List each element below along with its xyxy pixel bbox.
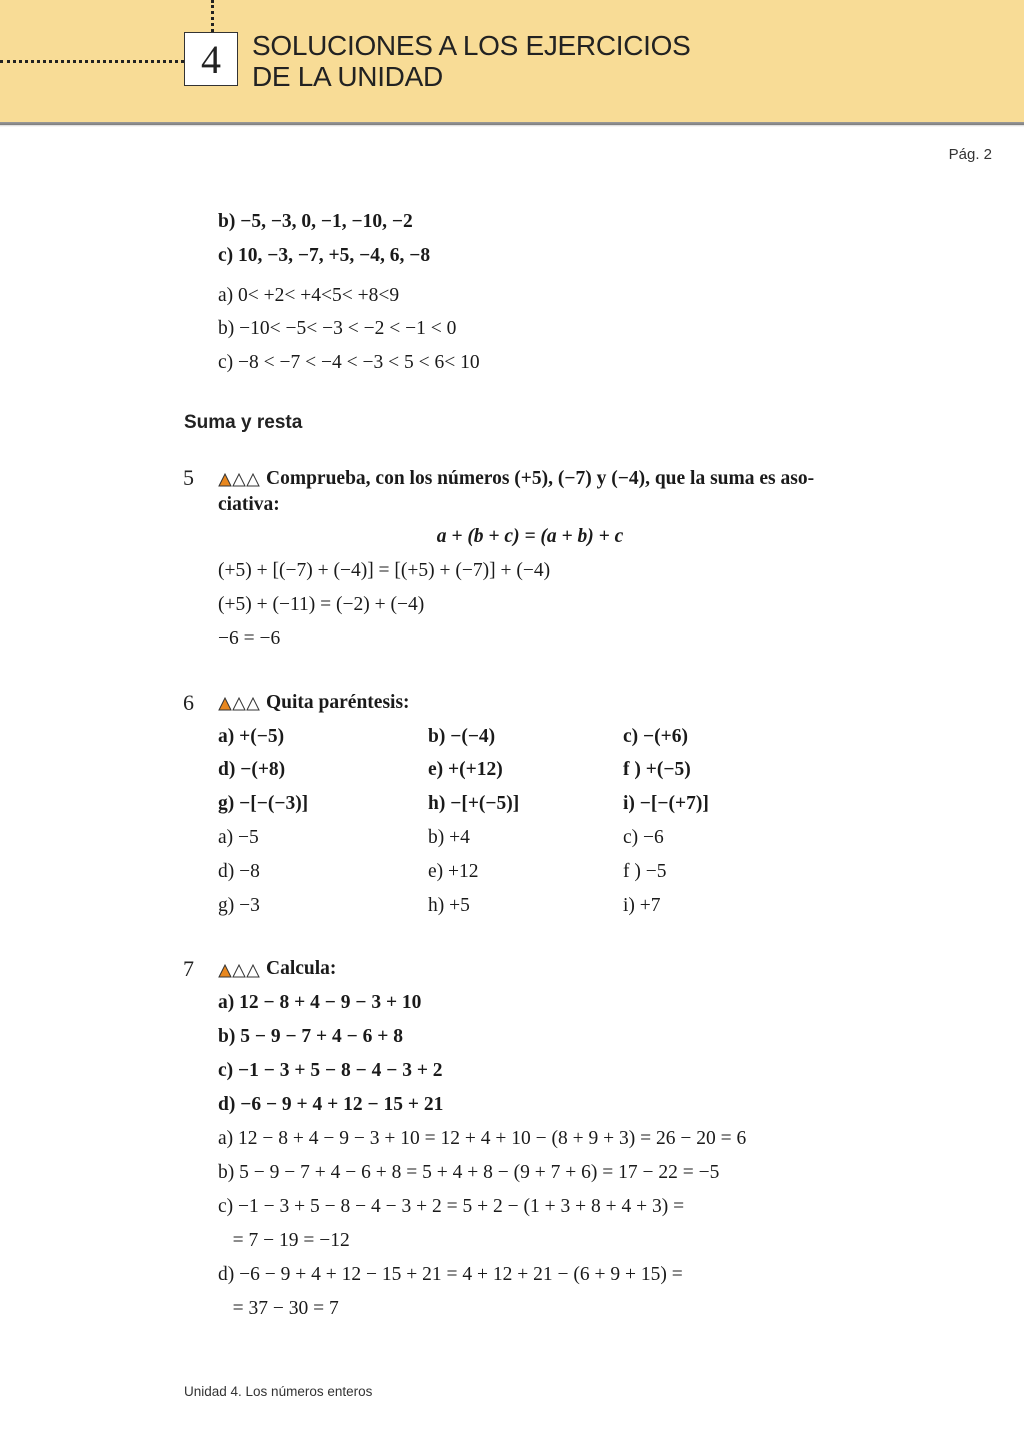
answer-line: d) −6 − 9 + 4 + 12 − 15 + 21 = 4 + 12 + 21 − (6 + 9 + 15) = — [218, 1264, 683, 1285]
solution-step: −6 = −6 — [218, 628, 281, 649]
answer-row — [218, 825, 838, 851]
difficulty-icon — [218, 697, 260, 711]
statement-line: c) 10, −3, −7, +5, −4, 6, −8 — [218, 245, 431, 266]
header-dotted-line-vertical — [211, 0, 214, 32]
page-title — [252, 30, 772, 92]
difficulty-icon — [218, 964, 260, 978]
statement-cell: h) −[+(−5)] — [428, 793, 520, 814]
statement-cell: f ) +(−5) — [623, 759, 691, 780]
answer-line: b) 5 − 9 − 7 + 4 − 6 + 8 = 5 + 4 + 8 − (9 + 7 + 6) = 17 − 22 = −5 — [218, 1162, 720, 1183]
statement-cell: b) −(−4) — [428, 726, 496, 747]
header-shadow — [0, 122, 1024, 127]
statement-cell: i) −[−(+7)] — [623, 793, 709, 814]
answer-cell: b) +4 — [428, 827, 470, 848]
statement-line: c) −1 − 3 + 5 − 8 − 4 − 3 + 2 — [218, 1060, 443, 1081]
solution-step: (+5) + (−11) = (−2) + (−4) — [218, 594, 425, 615]
exercise-text-continued: ciativa: — [218, 494, 280, 515]
exercise-number: 6 — [183, 690, 194, 715]
difficulty-icon — [218, 473, 260, 487]
answer-row — [218, 893, 838, 919]
statement-line: d) −6 − 9 + 4 + 12 − 15 + 21 — [218, 1094, 444, 1115]
answer-line: a) 12 − 8 + 4 − 9 − 3 + 10 = 12 + 4 + 10 − (8 + 9 + 3) = 26 − 20 = 6 — [218, 1128, 747, 1149]
statement-cell: d) −(+8) — [218, 759, 286, 780]
solution-step: (+5) + [(−7) + (−4)] = [(+5) + (−7)] + (−4) — [218, 560, 551, 581]
answer-cell: g) −3 — [218, 895, 260, 916]
page-number: Pág. 2 — [948, 146, 992, 163]
answer-cell: a) −5 — [218, 827, 259, 848]
statement-line: b) −5, −3, 0, −1, −10, −2 — [218, 211, 413, 232]
exercise-text: Comprueba, con los números (+5), (−7) y (−4), que la suma es aso- — [266, 468, 815, 489]
statement-cell: g) −[−(−3)] — [218, 793, 309, 814]
answer-line: c) −1 − 3 + 5 − 8 − 4 − 3 + 2 = 5 + 2 − (1 + 3 + 8 + 4 + 3) = — [218, 1196, 685, 1217]
statement-row — [218, 757, 838, 783]
answer-cell: e) +12 — [428, 861, 479, 882]
exercise-text: Calcula: — [266, 958, 337, 979]
answer-line: b) −10< −5< −3 < −2 < −1 < 0 — [218, 318, 457, 339]
statement-cell: c) −(+6) — [623, 726, 688, 747]
answer-line: = 7 − 19 = −12 — [218, 1230, 350, 1251]
formula: a + (b + c) = (a + b) + c — [436, 526, 624, 547]
section-title: Suma y resta — [184, 412, 303, 433]
page-header — [0, 0, 1024, 125]
page-footer: Unidad 4. Los números enteros — [184, 1384, 373, 1399]
answer-cell: c) −6 — [623, 827, 664, 848]
answer-cell: d) −8 — [218, 861, 260, 882]
statement-row — [218, 791, 838, 817]
header-dotted-line — [0, 60, 190, 63]
page-title-line2: DE LA UNIDAD — [252, 61, 443, 92]
answer-cell: i) +7 — [623, 895, 661, 916]
answer-line: c) −8 < −7 < −4 < −3 < 5 < 6< 10 — [218, 352, 480, 373]
exercise-number: 5 — [183, 465, 194, 490]
answer-cell: f ) −5 — [623, 861, 667, 882]
statement-line: b) 5 − 9 − 7 + 4 − 6 + 8 — [218, 1026, 404, 1047]
statement-cell: a) +(−5) — [218, 726, 285, 747]
statement-row — [218, 724, 838, 750]
exercise-text: Quita paréntesis: — [266, 692, 410, 713]
unit-number-box: 4 — [184, 32, 238, 86]
answer-cell: h) +5 — [428, 895, 470, 916]
answer-line: a) 0< +2< +4<5< +8<9 — [218, 285, 400, 306]
answer-line: = 37 − 30 = 7 — [218, 1298, 339, 1319]
exercise-number: 7 — [183, 956, 194, 981]
statement-line: a) 12 − 8 + 4 − 9 − 3 + 10 — [218, 992, 422, 1013]
page-title-line1: SOLUCIONES A LOS EJERCICIOS — [252, 30, 691, 61]
answer-row — [218, 859, 838, 885]
statement-cell: e) +(+12) — [428, 759, 503, 780]
